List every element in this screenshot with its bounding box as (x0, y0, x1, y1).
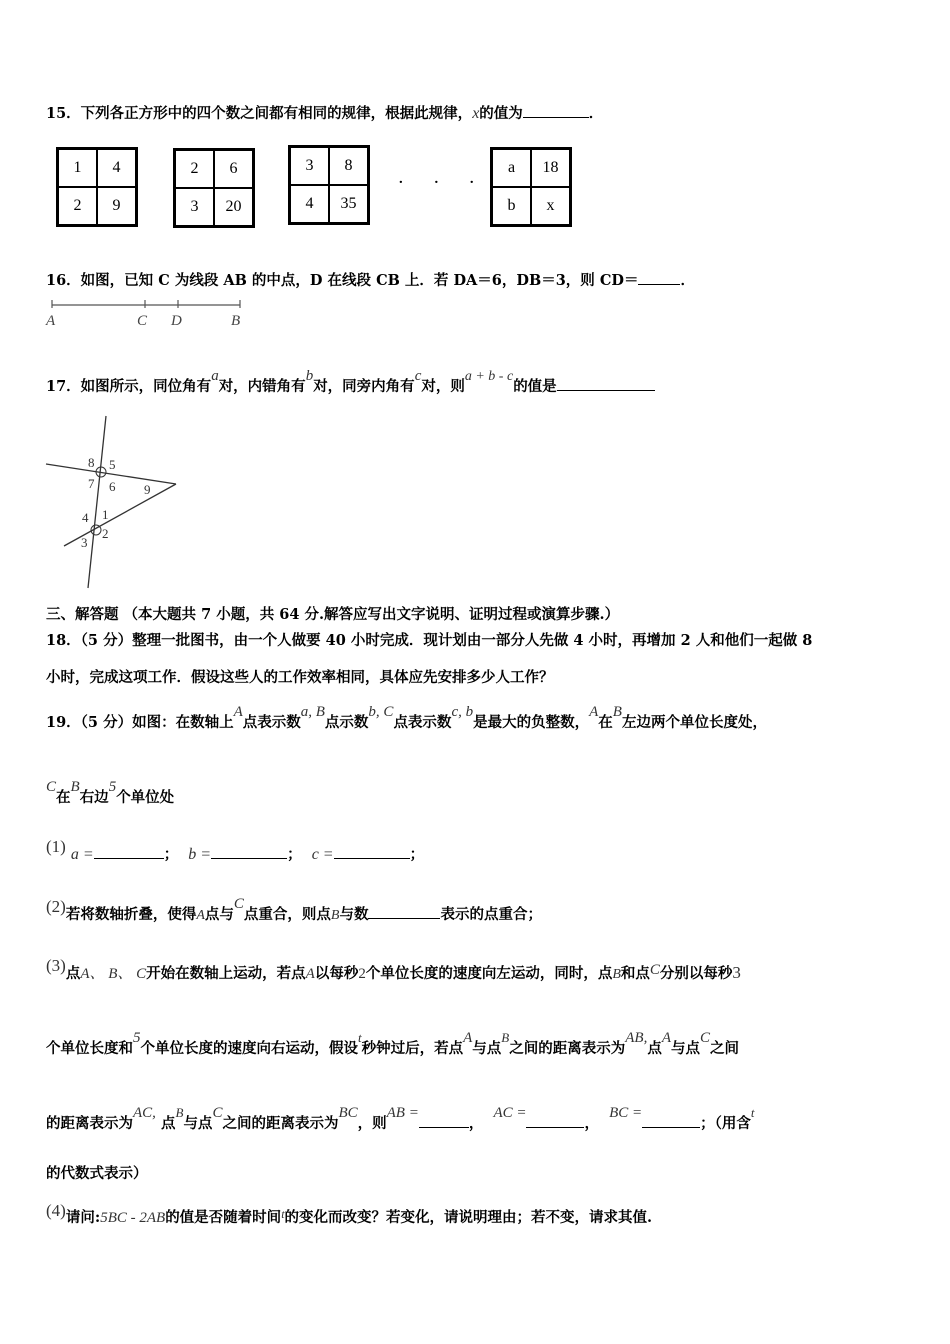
q19-part4: (4)请问:5BC - 2AB的值是否随着时间$^t$的变化而改变？若变化，请说明理由；若不变，请求其值. (46, 1201, 653, 1226)
q15-text: 15．下列各正方形中的四个数之间都有相同的规律，根据此规律，x的值为 ． (46, 105, 604, 122)
answer-blank-b (211, 844, 287, 859)
number-square-3: 3 8 4 35 (288, 145, 370, 225)
q19-line1: 19．（5 分）如图：在数轴上A点表示数a, B点示数b, C点表示数c, b是最大的负整数，A在B左边两个单位长度处， (46, 704, 767, 731)
angle-label-4: 4 (82, 510, 89, 525)
number-square-1: 1 4 2 9 (56, 147, 138, 227)
angle-label-8: 8 (88, 455, 95, 470)
answer-blank (638, 270, 680, 285)
angle-label-6: 6 (109, 479, 116, 494)
angle-label-7: 7 (88, 476, 95, 491)
q19-part3-line1: (3)点A、 B、 C开始在数轴上运动，若点A以每秒2个单位长度的速度向左运动，同时，点B和点C分别以每秒3 (46, 956, 741, 982)
segment-diagram (40, 296, 260, 332)
angle-label-2: 2 (102, 526, 109, 541)
q19-part3-line2: 个单位长度和5个单位长度的速度向右运动，假设t秒钟过后，若点A与点B之间的距离表示为AB,点A与点C之间 (46, 1030, 740, 1057)
q18-line1: 18．（5 分）整理一批图书，由一个人做要 40 小时完成．现计划由一部分人先做 4 小时，再增加 2 人和他们一起做 8 (46, 632, 813, 649)
q19-part3-line3: 的距离表示为AC, 点B与点C之间的距离表示为BC，则AB =， AC =， BC =；（用含t (46, 1105, 755, 1132)
ellipsis: · · · (398, 172, 487, 193)
answer-blank (368, 904, 440, 919)
angle-label-9: 9 (144, 482, 151, 497)
point-label-d: D (171, 313, 182, 329)
q19-part3-line4: 的代数式表示） (46, 1165, 148, 1182)
q19-part2: (2)若将数轴折叠，使得A点与C点重合，则点B与数 表示的点重合； (46, 896, 542, 923)
q16-text: 16．如图，已知 C 为线段 AB 的中点，D 在线段 CB 上．若 DA＝6，DB＝3，则 CD＝ ． (46, 272, 695, 289)
point-label-b: B (231, 313, 241, 329)
angle-label-5: 5 (109, 457, 116, 472)
section-heading: 三、解答题 （本大题共 7 小题，共 64 分.解答应写出文字说明、证明过程或演算步骤.） (46, 606, 620, 623)
q19-part1: (1) a = ； b = ； c = ； (46, 837, 425, 863)
point-label-a: A (46, 313, 56, 329)
angle-label-3: 3 (81, 535, 88, 550)
answer-blank-ac (526, 1113, 584, 1128)
angle-label-1: 1 (102, 507, 109, 522)
point-label-c: C (137, 313, 148, 329)
q18-line2: 小时，完成这项工作．假设这些人的工作效率相同，具体应先安排多少人工作？ (46, 669, 554, 686)
q17-text: 17．如图所示，同位角有a对，内错角有b对，同旁内角有c对，则a + b - c的值是 (46, 376, 655, 398)
answer-blank-c (334, 844, 410, 859)
answer-blank-a (94, 844, 164, 859)
answer-blank-ab (419, 1113, 469, 1128)
number-square-2: 2 6 3 20 (173, 148, 255, 228)
angle-diagram (40, 414, 190, 594)
number-square-4: a 18 b x (490, 147, 572, 227)
q19-line2: C在B右边5个单位处 (46, 779, 175, 806)
answer-blank-bc (642, 1113, 700, 1128)
answer-blank (557, 376, 655, 391)
answer-blank (523, 103, 589, 118)
